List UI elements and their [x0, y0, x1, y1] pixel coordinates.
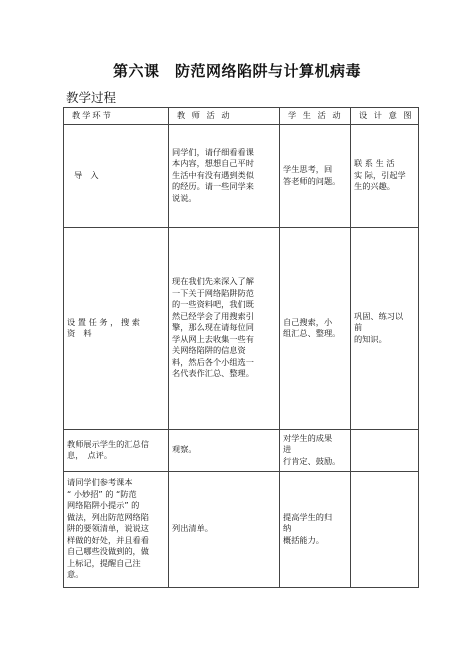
design-intent-cell: [351, 429, 419, 471]
stage-cell: 请同学们参考课本 “ 小妙招” 的 “防范 网络陷阱小提示” 的 做法，列出防范网络陷 阱的要领清单，说说这 样做的好处，并且看看 自己哪些没做到的，做 上标记，提醒自己注 意。: [64, 471, 169, 587]
design-intent-cell: 巩固、练习以 前 的知识。: [351, 227, 419, 429]
table-row: [64, 429, 419, 471]
header-student-activity: 学 生 活 动: [280, 108, 351, 125]
student-activity-cell: 学生思考，回 答老师的问题。: [280, 124, 351, 227]
lesson-plan-table: [63, 107, 419, 588]
header-stage: 教学环节: [64, 108, 169, 125]
teacher-activity-cell: 同学们，请仔细看看课 本内容，想想自己平时 生活中有没有遇到类似 的经历。请一些同学来 说说。: [169, 124, 280, 227]
teacher-activity-cell: 现在我们先来深入了解 一下关于网络陷阱防范 的一些资料吧，我们既 然已经学会了用搜索引 擎，那么现在请每位同 学从网上去收集一些有 关网络陷阱的信息资 料，然后各个小组选一 名代表作汇总、整理。: [169, 227, 280, 429]
table-row: [64, 124, 419, 227]
lesson-title: 第六课 防范网络陷阱与计算机病毒: [112, 62, 361, 80]
table-header-row: [64, 108, 419, 125]
header-design-intent: 设 计 意 图: [351, 108, 419, 125]
design-intent-cell: [351, 471, 419, 587]
stage-cell: 导 入: [64, 124, 169, 227]
teacher-activity-cell: 列出清单。: [169, 471, 280, 587]
section-heading: 教学过程: [66, 90, 117, 105]
student-activity-cell: 提高学生的归 纳 概括能力。: [280, 471, 351, 587]
table-row: [64, 227, 419, 429]
design-intent-cell: 联 系 生 活 实 际，引起学 生的兴趣。: [351, 124, 419, 227]
student-activity-cell: 对学生的成果 进 行肯定、鼓励。: [280, 429, 351, 471]
table-row: [64, 471, 419, 587]
teacher-activity-cell: 观察。: [169, 429, 280, 471]
header-teacher-activity: 教 师 活 动: [169, 108, 280, 125]
student-activity-cell: 自己搜索，小 组汇总、整理。: [280, 227, 351, 429]
stage-cell: 教师展示学生的汇总信 息， 点评。: [64, 429, 169, 471]
stage-cell: 设 置 任 务 ， 搜 索 资 料: [64, 227, 169, 429]
